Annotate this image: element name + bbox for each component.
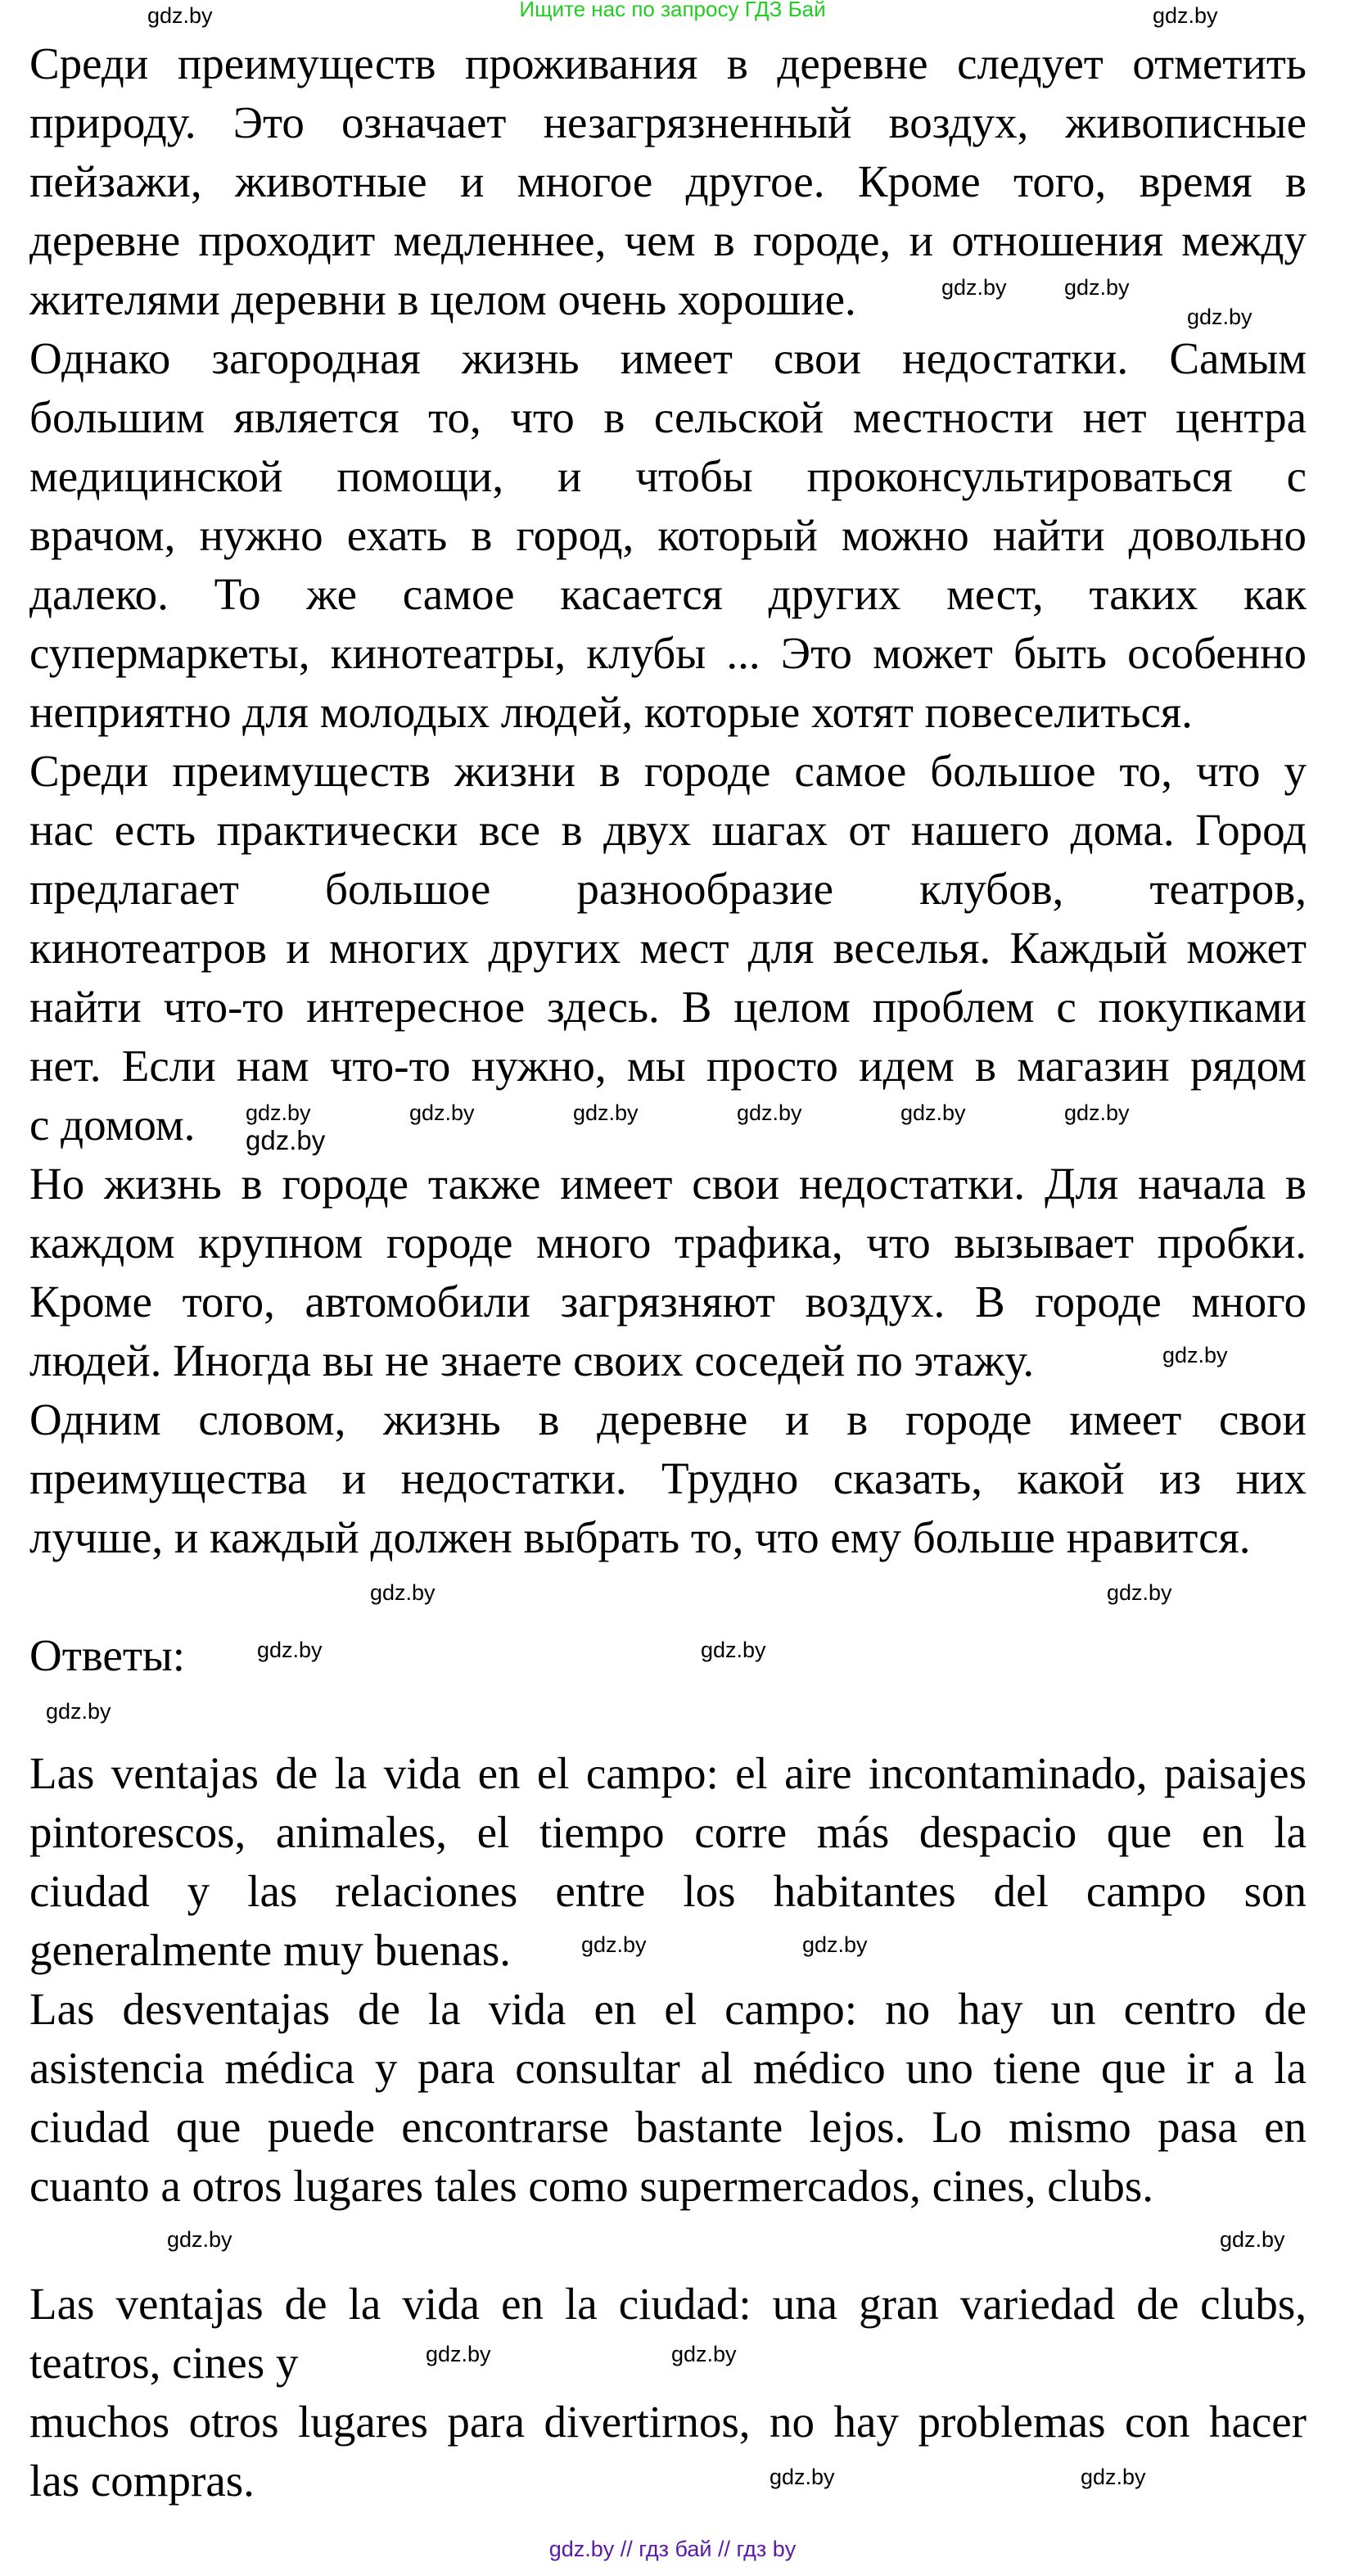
text-line: las compras. xyxy=(29,2456,255,2506)
text-line: Кроме того, автомобили загрязняют воздух. В городе много xyxy=(29,1277,1307,1326)
watermark-text: gdz.by xyxy=(167,2227,232,2252)
watermark-text: gdz.by xyxy=(409,1100,475,1125)
text-line: muchos otros lugares para divertirnos, no hay problemas con hacer xyxy=(29,2397,1307,2447)
text-line: людей. Иногда вы не знаете своих соседей по этажу. xyxy=(29,1335,1035,1385)
watermark-text: gdz.by xyxy=(1162,1343,1228,1367)
text-line: Среди преимуществ проживания в деревне следует отметить xyxy=(29,38,1307,88)
text-line: asistencia médica y para consultar al médico uno tiene que ir a la xyxy=(29,2043,1307,2093)
answers-heading: Ответы: xyxy=(29,1630,186,1680)
search-hint-header: Ищите нас по запросу ГДЗ Бай xyxy=(519,0,826,21)
watermark-text: gdz.by xyxy=(1107,1580,1172,1605)
watermark-text: gdz.by xyxy=(802,1932,868,1957)
watermark-text: gdz.by xyxy=(573,1100,639,1125)
text-line: cuanto a otros lugares tales como supermercados, cines, clubs. xyxy=(29,2161,1154,2211)
watermark-text: gdz.by xyxy=(46,1699,111,1724)
watermark-text: gdz.by xyxy=(257,1638,323,1662)
text-line: медицинской помощи, и чтобы проконсультироваться с xyxy=(29,451,1307,501)
text-line: преимущества и недостатки. Трудно сказать, какой из них xyxy=(29,1453,1307,1503)
text-line: жителями деревни в целом очень хорошие. xyxy=(29,274,856,324)
watermark-text: gdz.by xyxy=(246,1125,326,1155)
watermark-text: gdz.by xyxy=(1220,2227,1285,2252)
text-line: Одним словом, жизнь в деревне и в городе имеет свои xyxy=(29,1394,1307,1444)
text-line: pintorescos, animales, el tiempo corre más despacio que en la xyxy=(29,1807,1307,1857)
watermark-text: gdz.by xyxy=(1064,1100,1130,1125)
watermark-text: gdz.by xyxy=(671,2342,737,2366)
text-line: ciudad que puede encontrarse bastante lejos. Lo mismo pasa en xyxy=(29,2102,1307,2152)
text-line: неприятно для молодых людей, которые хотят повеселиться. xyxy=(29,687,1193,737)
text-line: Однако загородная жизнь имеет свои недостатки. Самым xyxy=(29,333,1307,383)
text-line: ciudad y las relaciones entre los habitantes del campo son xyxy=(29,1866,1307,1916)
watermark-text: gdz.by xyxy=(941,275,1007,300)
watermark-text: gdz.by xyxy=(370,1580,436,1605)
text-line: Las ventajas de la vida en la ciudad: una gran variedad de clubs, xyxy=(29,2279,1307,2329)
text-line: нет. Если нам что-то нужно, мы просто идем в магазин рядом xyxy=(29,1041,1307,1091)
text-line: Но жизнь в городе также имеет свои недостатки. Для начала в xyxy=(29,1159,1307,1209)
watermark-text: gdz.by xyxy=(147,3,213,28)
text-line: большим является то, что в сельской местности нет центра xyxy=(29,392,1307,442)
text-line: generalmente muy buenas. xyxy=(29,1925,511,1975)
watermark-text: gdz.by xyxy=(246,1100,311,1125)
text-line: каждом крупном городе много трафика, что вызывает пробки. xyxy=(29,1218,1307,1268)
text-line: Las desventajas de la vida en el campo: no hay un centro de xyxy=(29,1984,1307,2034)
text-line: лучше, и каждый должен выбрать то, что ему больше нравится. xyxy=(29,1512,1251,1562)
text-line: с домом. xyxy=(29,1100,196,1150)
text-line: пейзажи, животные и многое другое. Кроме того, время в xyxy=(29,156,1307,206)
watermark-text: gdz.by xyxy=(770,2465,835,2489)
text-line: найти что-то интересное здесь. В целом проблем с покупками xyxy=(29,982,1307,1032)
text-line: нас есть практически все в двух шагах от нашего дома. Город xyxy=(29,805,1307,855)
text-line: далеко. То же самое касается других мест, таких как xyxy=(29,569,1307,619)
watermark-text: gdz.by xyxy=(737,1100,802,1125)
watermark-text: gdz.by xyxy=(581,1932,647,1957)
text-line: Las ventajas de la vida en el campo: el aire incontaminado, paisajes xyxy=(29,1748,1307,1798)
text-line: teatros, cines y xyxy=(29,2338,299,2388)
watermark-text: gdz.by xyxy=(426,2342,491,2366)
text-line: природу. Это означает незагрязненный воздух, живописные xyxy=(29,97,1307,147)
watermark-text: gdz.by xyxy=(1187,305,1252,329)
watermark-text: gdz.by xyxy=(1064,275,1130,300)
text-line: врачом, нужно ехать в город, который можно найти довольно xyxy=(29,510,1307,560)
footer-watermark: gdz.by // гдз бай // гдз by xyxy=(548,2537,797,2561)
watermark-text: gdz.by xyxy=(701,1638,766,1662)
watermark-text: gdz.by xyxy=(900,1100,966,1125)
watermark-text: gdz.by xyxy=(1153,3,1218,28)
text-line: деревне проходит медленнее, чем в городе, и отношения между xyxy=(29,215,1307,265)
text-line: кинотеатров и многих других мест для веселья. Каждый может xyxy=(29,923,1307,973)
text-line: предлагает большое разнообразие клубов, театров, xyxy=(29,864,1307,914)
watermark-text: gdz.by xyxy=(1081,2465,1146,2489)
text-line: супермаркеты, кинотеатры, клубы ... Это может быть особенно xyxy=(29,628,1307,678)
text-line: Среди преимуществ жизни в городе самое большое то, что у xyxy=(29,746,1307,796)
